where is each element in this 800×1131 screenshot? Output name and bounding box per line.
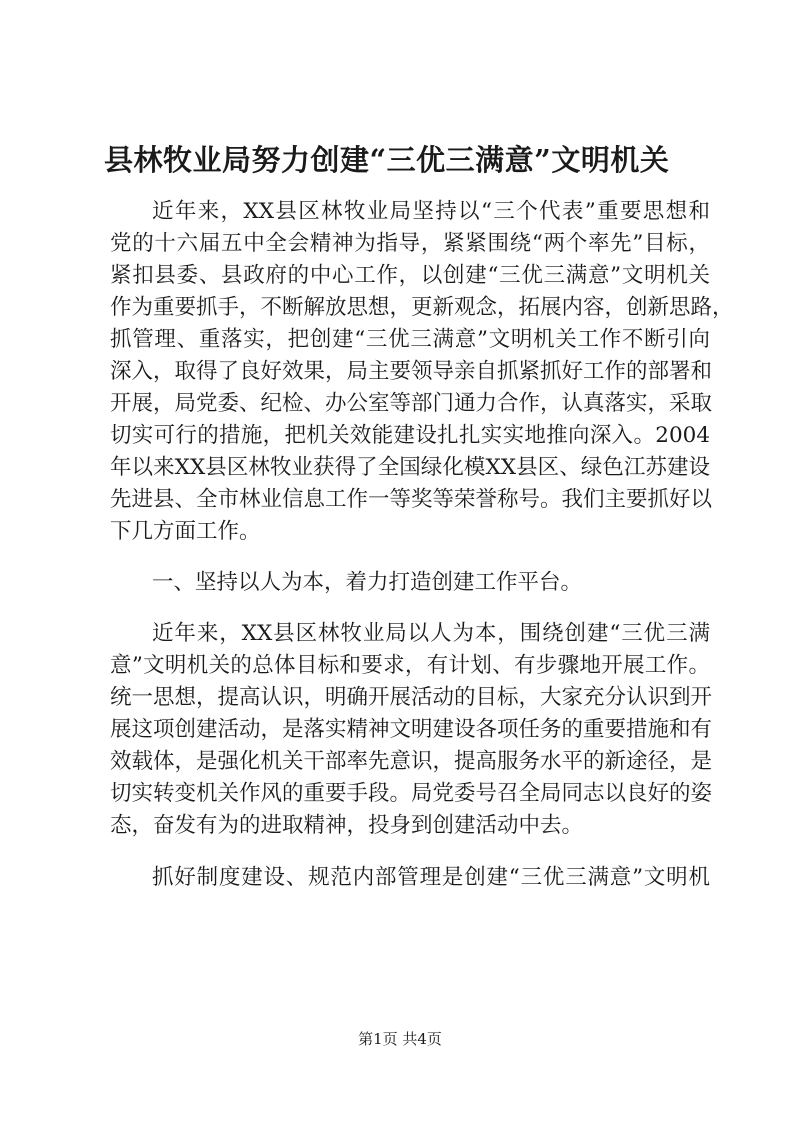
document-title: 县林牧业局努力创建“三优三满意”文明机关 [104,143,670,177]
body-line: 党的十六届五中全会精神为指导，紧紧围绕“两个率先”目标， [110,231,710,256]
body-line: 近年来，XX县区林牧业局以人为本，围绕创建“三优三满 [152,621,710,646]
body-line: 下几方面工作。 [110,519,261,544]
body-line: 切实可行的措施，把机关效能建设扎扎实实地推向深入。2004 [110,423,710,448]
body-line: 近年来，XX县区林牧业局坚持以“三个代表”重要思想和 [152,199,710,224]
section-heading: 一、坚持以人为本，着力打造创建工作平台。 [152,570,583,595]
body-line: 效载体，是强化机关干部率先意识，提高服务水平的新途径，是 [110,749,713,774]
body-line: 先进县、全市林业信息工作一等奖等荣誉称号。我们主要抓好以 [110,487,713,512]
body-line: 开展，局党委、纪检、办公室等部门通力合作，认真落实，采取 [110,391,713,416]
body-line: 态，奋发有为的进取精神，投身到创建活动中去。 [110,813,584,838]
body-line: 深入，取得了良好效果，局主要领导亲自抓紧抓好工作的部署和 [110,359,713,384]
body-line: 年以来XX县区林牧业获得了全国绿化模XX县区、绿色江苏建设 [110,455,710,480]
body-line: 切实转变机关作风的重要手段。局党委号召全局同志以良好的姿 [110,781,713,806]
body-line: 意”文明机关的总体目标和要求，有计划、有步骤地开展工作。 [110,653,710,678]
body-line: 紧扣县委、县政府的中心工作，以创建“三优三满意”文明机关 [110,263,710,288]
body-line: 统一思想，提高认识，明确开展活动的目标，大家充分认识到开 [110,685,713,710]
page-footer: 第1页 共4页 [358,1030,442,1048]
body-line: 展这项创建活动，是落实精神文明建设各项任务的重要措施和有 [110,717,713,742]
body-line: 作为重要抓手，不断解放思想，更新观念，拓展内容，创新思路， [110,295,734,320]
body-line: 抓好制度建设、规范内部管理是创建“三优三满意”文明机 [152,865,710,890]
body-line: 抓管理、重落实，把创建“三优三满意”文明机关工作不断引向 [110,327,710,352]
